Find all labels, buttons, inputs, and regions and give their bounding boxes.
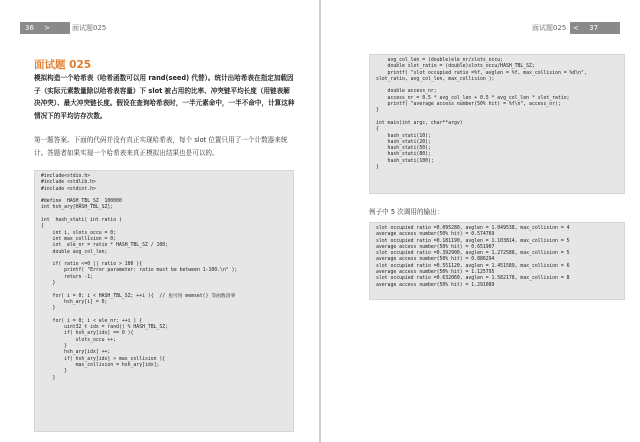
- right-header-chapter: 面试题025: [532, 24, 567, 32]
- left-header-band: [20, 22, 70, 34]
- code-text-left: #include<stdio.h> #include <stdlib.h> #include <stdint.h> #define HASH_TBL_SZ 100000 int hsh_ary[HASH_TBL_SZ]; int hash_stati( int ratio ) { int i, slots_occu = 0; int max_collision = 0; int ele_nr = ratio * HASH_TBL_SZ / 100; double avg_col_len; if( ratio <=0 || ratio > 100 ){ printf( "Error parameter: ratio must be between 1-100.\n" ); return -1; } for( i = 0; i < HASH_TBL_SZ; ++i ){ // 也可用 memset() 等函数清零 hsh_ary[i] = 0; } for( i = 0; i < ele_nr; ++i ) { uint32_t idx = rand() % HASH_TBL_SZ; if( hsh_ary[idx] == 0 ){ slots_occu ++; } hsh_ary[idx] ++; if( hsh_ary[idx] > max_collision ){ max_collision = hsh_ary[idx]; } }: [41, 174, 238, 381]
- code-block-left: [34, 170, 294, 432]
- question-text: 模拟构造一个哈希表（哈希函数可以用 rand(seed) 代替）。统计出哈希表在指定加载因子（实际元素数量除以哈希表容量）下 slot 被占用的比率、冲突链平均长度（用链表解决冲突）、最大冲突链长度。假设在查询哈希表时，一半元素命中，一半不命中，计算这种情况下的平均访存次数。: [34, 74, 295, 120]
- right-header-band: [570, 22, 620, 34]
- right-header-arrow: <: [573, 24, 579, 32]
- left-header-chapter: 面试题025: [72, 24, 107, 32]
- output-caption: 例子中 5 次调用的输出：: [369, 208, 444, 216]
- section-title: 面试题 025: [34, 59, 92, 71]
- answer-intro: 第一题答案。下面的代码并没有真正实现哈希表，每个 slot 位置只用了一个计数器来统计。答题者如果实现一个哈希表来真正模拟出结果也是可以的。: [34, 136, 288, 157]
- right-page-number: 37: [589, 24, 599, 32]
- code-text-right: avg_col_len = (double)ele_nr/slots_occu; double slot_ratio = (double)slots_occu/HASH_TBL_SZ; printf( "slot occupied ratio =%f, avglen = %f, max_collision = %d\n", slot_ratio, avg_col_len, max_collision ); double access_nr; access_nr = 0.5 * avg_col_len + 0.5 * avg_col_len * slot_ratio; printf( "average access number(50% hit) = %f\n", access_nr); } int main(int argc, char**argv) { hash_stati(10); hash_stati(20); hash_stati(50); hash_stati(80); hash_stati(100); }: [376, 58, 587, 171]
- left-header-arrow: >: [44, 24, 51, 32]
- left-page-number: 36: [25, 24, 34, 32]
- right-page: [321, 0, 640, 442]
- output-block: [369, 222, 625, 300]
- left-page: [0, 0, 319, 442]
- code-block-right: [369, 54, 625, 194]
- output-text: slot occupied ratio =0.095280, avglen = 1.049538, max_collision = 4 average access number(50% hit) = 0.574769 slot occupied ratio =0.181190, avglen = 1.103814, max_collision = 5 average access number(50% hit) = 0.651907 slot occupied ratio =0.392900, avglen = 1.272588, max_collision = 5 average access number(50% hit) = 0.886294 slot occupied ratio =0.551120, avglen = 1.451589, max_collision = 6 average access number(50% hit) = 1.125795 slot occupied ratio =0.632060, avglen = 1.582178, max_collision = 8 average access number(50% hit) = 1.291089: [376, 226, 570, 288]
